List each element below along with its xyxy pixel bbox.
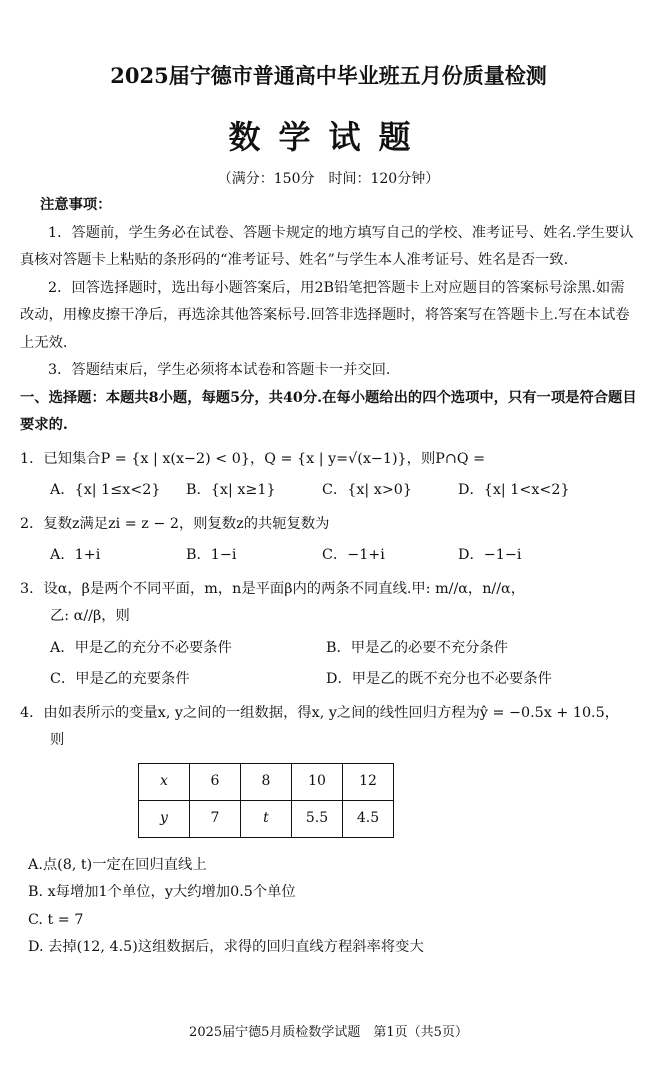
question-4-option-d: D. 去掉(12, 4.5)这组数据后，求得的回归直线方程斜率将变大: [28, 939, 424, 955]
question-1-option-c: C．{x| x>0}: [322, 482, 412, 498]
question-1-option-a: A．{x| 1≤x<2}: [50, 482, 161, 498]
notice-item-2: 2．回答选择题时，选出每小题答案后，用2B铅笔把答题卡上对应题目的答案标号涂黑.如需改动，用橡皮擦干净后，再选涂其他答案标号.回答非选择题时，将答案写在答题卡上.写在本试卷上无效.: [20, 279, 630, 351]
question-1-options: [20, 477, 638, 505]
question-3-option-b: B．甲是乙的必要不充分条件: [326, 639, 509, 656]
question-3-options-row1: [20, 635, 638, 663]
exam-content: [20, 192, 638, 962]
question-4-stem: 4．由如表所示的变量x, y之间的一组数据，得x, y之间的线性回归方程为ŷ = −0.5x + 10.5，: [20, 704, 619, 721]
table-cell: 5.5: [292, 800, 343, 837]
table-cell: 4.5: [343, 800, 394, 837]
exam-title: 数学试题: [228, 118, 429, 156]
table-cell: t: [241, 800, 292, 837]
question-4-option-c: C. t = 7: [28, 911, 84, 928]
question-1-option-b: B．{x| x≥1}: [186, 482, 276, 498]
question-2-option-d: D．−1−i: [458, 547, 522, 563]
question-3-options-row2: [20, 666, 638, 694]
section-title: 一、选择题：本题共8小题，每题5分，共40分.在每小题给出的四个选项中，只有一项是符合题目要求的.: [20, 389, 637, 433]
question-3-option-d: D．甲是乙的既不充分也不必要条件: [326, 671, 552, 687]
question-3: [20, 576, 638, 694]
question-1-stem: 1．已知集合P = {x | x(x−2) < 0}，Q = {x | y=√(x−1)}，则P∩Q =: [20, 450, 486, 467]
notice-item-3: 3．答题结束后，学生必须将本试卷和答题卡一并交回.: [48, 362, 391, 378]
table-cell: 12: [343, 763, 394, 800]
notice-item-1: 1．答题前，学生务必在试卷、答题卡规定的地方填写自己的学校、准考证号、姓名.学生要认真核对答题卡上粘贴的条形码的“准考证号、姓名”与学生本人准考证号、姓名是否一致.: [20, 224, 634, 268]
question-3-option-a: A．甲是乙的充分不必要条件: [50, 639, 232, 656]
question-4-option-a: A.点(8, t)一定在回归直线上: [28, 856, 207, 873]
question-2-option-c: C．−1+i: [322, 547, 385, 563]
question-1-option-d: D．{x| 1<x<2}: [458, 482, 570, 498]
notice-title: 注意事项：: [40, 197, 112, 213]
table-cell: x: [139, 763, 190, 800]
question-4-option-b: B. x每增加1个单位，y大约增加0.5个单位: [28, 884, 296, 900]
data-table: [138, 763, 394, 838]
table-cell: 6: [190, 763, 241, 800]
table-row-y: [139, 800, 394, 837]
question-4-stem-cont: 则: [50, 732, 65, 748]
page-footer: 2025届宁德5月质检数学试题 第1页（共5页）: [189, 1025, 468, 1040]
table-cell: y: [139, 800, 190, 837]
question-2-options: [20, 542, 638, 570]
question-2-option-b: B．1−i: [186, 547, 237, 563]
exam-meta: （满分：150分 时间：120分钟）: [217, 171, 440, 187]
question-2-stem: 2．复数z满足zi = z − 2，则复数z的共轭复数为: [20, 515, 330, 532]
question-3-option-c: C．甲是乙的充要条件: [50, 671, 190, 687]
question-2: [20, 511, 638, 570]
table-cell: 10: [292, 763, 343, 800]
table-row-x: [139, 763, 394, 800]
question-3-stem: 3．设α，β是两个不同平面，m，n是平面β内的两条不同直线.甲: m//α，n//α，: [20, 580, 526, 597]
table-cell: 8: [241, 763, 292, 800]
question-1: [20, 446, 638, 505]
exam-header: 2025届宁德市普通高中毕业班五月份质量检测: [110, 63, 547, 88]
table-cell: 7: [190, 800, 241, 837]
question-2-option-a: A．1+i: [50, 547, 101, 563]
question-3-stem-cont: 乙: α//β，则: [50, 608, 130, 624]
question-4: [20, 700, 638, 962]
